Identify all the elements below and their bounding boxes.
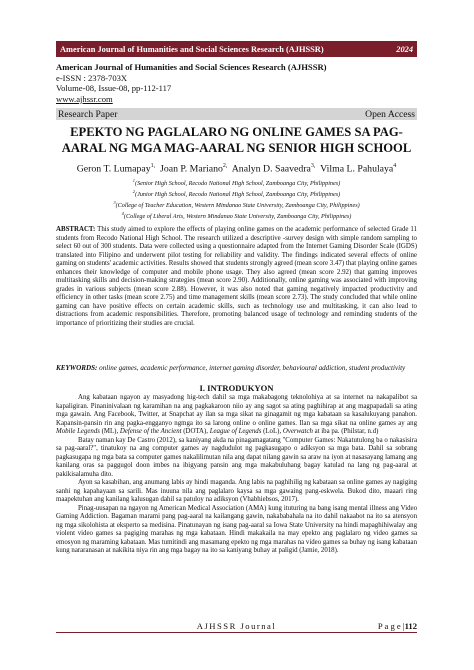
paragraph: [56, 394, 417, 437]
meta-issn: e-ISSN : 2378-703X: [56, 72, 128, 83]
affiliation-text: (College of Liberal Arts, Western Mindanao State University, Zamboanga City, Philippines): [123, 213, 352, 221]
affiliation-sup: 2: [132, 189, 136, 195]
affiliation: [56, 199, 417, 210]
journal-meta: [56, 62, 417, 104]
author-name: Geron T. Lumapay: [76, 163, 151, 175]
author-name: Joan P. Mariano: [160, 163, 223, 175]
author-sup: 4: [393, 163, 397, 169]
paragraph-text: at iba pa. (Philstar, n.d): [312, 428, 379, 436]
author-sup: 2,: [222, 163, 228, 169]
author-sup: 3,: [310, 163, 316, 169]
affiliation-list: [56, 177, 417, 221]
access-type: Open Access: [365, 108, 415, 120]
footer-journal: AJHSSR Journal: [196, 621, 277, 631]
author-list: [56, 163, 417, 174]
abstract-label: ABSTRACT:: [56, 226, 96, 233]
paragraph: Ayon sa kasabihan, ang anumang labis ay hindi maganda. Ang labis na paghihilig ng kabataan sa online games ay nagiging sanhi ng kapahayaan sa sarili. Mas inuuna nila ang paglalaro kaysa sa mga gawaing pang-eskwela. Bukod dito, maaari ring maapektuhan ang kanilang kalusugan dahil sa patuloy na adiksyon (Vhabhiebsos, 2017).: [56, 479, 417, 504]
footer-page: [378, 621, 417, 631]
paragraph-text: (DOTA),: [181, 428, 210, 436]
game-title: Defense of the Ancient: [119, 428, 182, 436]
author-name: Vilma L. Pahulaya: [320, 163, 394, 175]
paper-title: EPEKTO NG PAGLALARO NG ONLINE GAMES SA PAG-AARAL NG MGA MAG-AARAL NG SENIOR HIGH SCHOOL: [61, 125, 412, 155]
affiliation: [56, 188, 417, 199]
game-title: League of Legends: [209, 428, 262, 436]
keywords: [56, 364, 417, 373]
paragraph-text: (ML),: [99, 428, 120, 436]
game-title: Mobile Legends: [56, 428, 100, 436]
paragraph: Batay naman kay De Castro (2012), sa kaniyang akda na pinagamagatang "Computer Games: Nakatutulong ba o nakasisira sa pag-aaral?", tinatukoy na ang computer games ay nagdudulot ng pagkasugapo o adiksyon sa mga bata. Dahil sa sobrang pagkasugapa ng mga bata sa computer games nakalilimutan nila ang dapat nilang gawin sa araw na iyon at nasasayang lamang ang kanilang oras sa paggugol doon imbes na ibigyang pansin ang mga makabuluhang bagay katulad na lang ng pag-aaral at pakikisalamuha dito.: [56, 436, 417, 478]
section-heading: I. INTRODUKYON: [199, 383, 274, 393]
abstract: [56, 226, 417, 329]
header-year: 2024: [396, 44, 413, 54]
article-type-bar: [56, 108, 417, 120]
footer-page-number: 112: [404, 621, 417, 631]
abstract-text: This study aimed to explore the effects of playing online games on the academic performance of selected Grade 11 students from Recodo National High School. The research utilized a descriptive -survey design with simple random sampling to select 60 out of 300 students. Data were collected using a questionnaire adapted from the Internet Gaming Disorder Scale (IGDS) translated into Filipino and underwent pilot testing for reliability and validity. The findings indicated several effects of online gaming on students' academic activities. Results showed that students strongly agreed (mean score 3.47) that playing online games enhances their knowledge of computer and mobile phone usage. They also agreed (mean score 2.92) that gaming improves multitasking skills and decision-making strategies (mean score 2.90). Additionally, online gaming was associated with improving grades in various subjects (mean score 2.88). However, it was also noted that gaming negatively impacted productivity and efficiency in other tasks (mean score 2.75) and time management skills (mean score 2.73). The study concluded that while online gaming can have positive effects on certain academic skills, such as technology use and multitasking, it can also lead to distractions from academic responsibilities. Therefore, promoting balanced usage of technology and reminding students of the importance of prioritizing their studies are crucial.: [56, 226, 417, 328]
affiliation: [56, 177, 417, 188]
game-title: Overwatch: [282, 428, 313, 436]
meta-journal: American Journal of Humanities and Social Sciences Research (AJHSSR): [56, 62, 327, 72]
affiliation-sup: 1: [132, 178, 136, 183]
paragraph: Pinag-uusapan na ngayon ng American Medical Association (AMA) kung ituturing na bang isang mental illness ang Video Gaming Addiction. Bagaman marami pang pag-aaral na kailangang gawin, nakababahala na ito dahil nakaabot na ito sa atensyon ng mga sikolohista at eksperto sa medisina. Pinatunayan ng isang pag-aaral sa Iowa State University na hindi mapaghihiwalay ang violent video games sa pagiging marahas ng mga kabataan. Hindi makakaila na may epekto ang paglalaro ng video games sa emosyon ng maraming kabataan. Mas tumitindi ang masamang epekto ng mga marahas na video games sa buhay ng isang kabataan kung nararanasan at nakikita niya rin ang mga bagay na ito sa kaniyang buhay at paligid (Jamie, 2018).: [56, 504, 417, 555]
affiliation: [56, 210, 417, 221]
keywords-label: KEYWORDS:: [56, 364, 98, 372]
author-name: Analyn D. Saavedra: [231, 163, 311, 175]
keywords-text: online games, academic performance, internet gaming disorder, behavioural addiction, student productivity: [99, 364, 406, 372]
footer-rule: [56, 632, 417, 633]
affiliation-text: (Senior High School, Recodo National High School, Zamboanga City, Philippines): [135, 180, 341, 188]
body-text: [56, 394, 417, 556]
meta-volume: Volume-08, Issue-08, pp-112-117: [56, 83, 172, 94]
paragraph-text: (LoL),: [261, 428, 283, 436]
journal-header-bar: [56, 41, 417, 57]
footer-page-label: P a g e |: [377, 621, 405, 631]
paragraph-text: Ang kabataan ngayon ay masyadong hig-tech dahil sa mga makabagong teknolohiya at sa internet na nakapalibot sa kapaligiran. Pinaninivalaan ng karamihan na ang pagkakaroon niio ay ang sagot sa ating paghihirap at ang magpapadali sa ating mga gawain. Ang Facebook, Twitter, at Snapchat ay ilan sa mga sikat na ginagamit ng mga kabataan sa kasalukuyang panahon. Kapansin-pansin rin ang pagka-engganyo ngmga ito sa larong online o online games. Ilan sa mga sikat na online games ay ang: [56, 394, 417, 427]
header-journal-title: American Journal of Humanities and Social Sciences Research (AJHSSR): [60, 44, 324, 54]
affiliation-sup: 3: [113, 200, 116, 206]
affiliation-text: (College of Teacher Education, Western Mindanao State University, Zamboanga City, Philippines): [115, 202, 360, 210]
page-footer: [56, 620, 417, 632]
affiliation-sup: 4: [121, 211, 124, 217]
author-sup: 1,: [150, 163, 156, 169]
affiliation-text: (Junior High School, Recodo National High School, Zamboanga City, Philippines): [135, 191, 341, 199]
meta-url-link[interactable]: www.ajhssr.com: [56, 93, 113, 104]
article-type: Research Paper: [58, 108, 118, 120]
